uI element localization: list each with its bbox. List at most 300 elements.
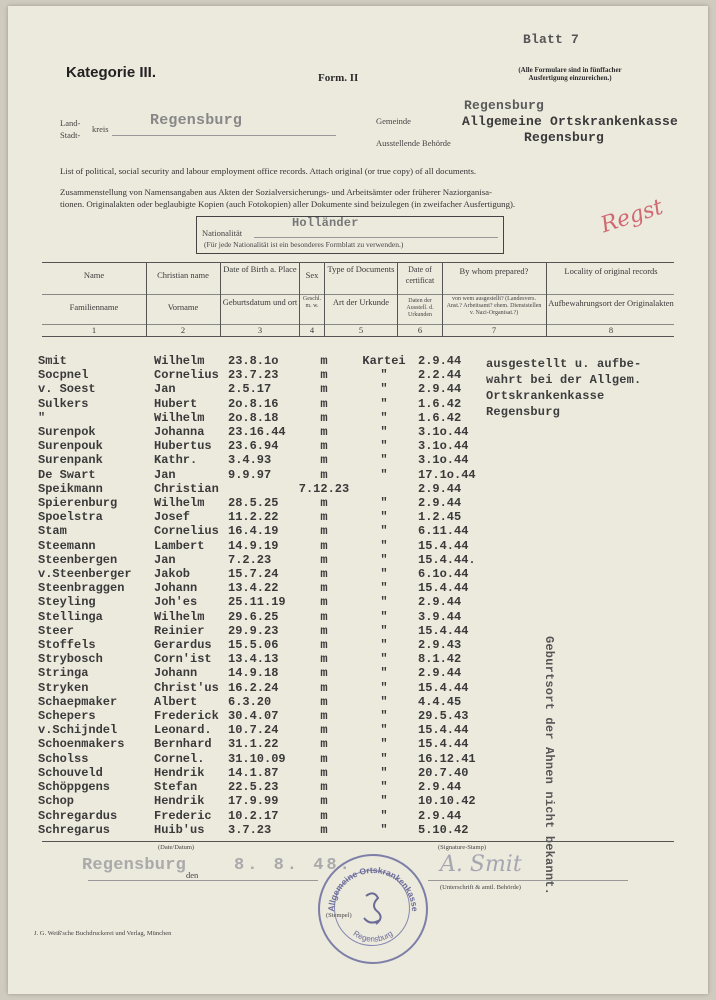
record-sex: m bbox=[320, 780, 328, 795]
record-date: 3.1o.44 bbox=[418, 439, 469, 454]
record-first: Jan bbox=[154, 552, 176, 567]
record-birth: 14.9.18 bbox=[228, 666, 279, 681]
official-stamp bbox=[318, 854, 428, 964]
record-name: Schaepmaker bbox=[38, 694, 118, 709]
record-name: Schoenmakers bbox=[38, 737, 125, 752]
record-date: 1.6.42 bbox=[418, 396, 462, 411]
record-date: 20.7.40 bbox=[418, 765, 469, 780]
record-date: 15.4.44. bbox=[418, 552, 476, 567]
record-sex: m bbox=[320, 382, 328, 397]
record-sex: m bbox=[320, 524, 328, 539]
record-date: 2.9.44 bbox=[418, 666, 462, 681]
record-first: Wilhelm bbox=[154, 410, 205, 425]
record-sex: m bbox=[320, 638, 328, 653]
land-label: Land- bbox=[60, 118, 81, 128]
record-doc: " bbox=[380, 623, 388, 638]
record-sex: m bbox=[320, 467, 328, 482]
record-first: Hendrik bbox=[154, 765, 205, 780]
record-birth: 17.9.99 bbox=[228, 794, 279, 809]
record-first: Hubertus bbox=[154, 439, 212, 454]
copies-note-line2: Ausfertigung einzureichen.) bbox=[528, 74, 612, 82]
record-birth: 3.4.93 bbox=[228, 453, 272, 468]
record-birth: 2o.8.16 bbox=[228, 396, 279, 411]
col1-en: Name bbox=[83, 270, 105, 280]
copies-note bbox=[480, 66, 660, 82]
record-doc: " bbox=[380, 822, 388, 837]
record-doc: " bbox=[380, 567, 388, 582]
record-name: Stoffels bbox=[38, 638, 96, 653]
record-name: Schregarus bbox=[38, 822, 111, 837]
record-doc: " bbox=[380, 538, 388, 553]
col5-num: 5 bbox=[358, 325, 364, 335]
kreis-value: Regensburg bbox=[150, 112, 243, 129]
record-doc: " bbox=[380, 552, 388, 567]
col7-de: von wem ausgestellt? (Landesvers. Anst.? Arbeitsamt? ehem. Dienststellen v. Nazi-Organisat.?) bbox=[446, 296, 542, 316]
record-name: Smit bbox=[38, 354, 67, 368]
record-doc: " bbox=[380, 467, 388, 482]
record-birth: 30.4.07 bbox=[228, 709, 279, 724]
record-name: Surenpank bbox=[38, 453, 103, 468]
record-name: Schop bbox=[38, 794, 75, 809]
record-row bbox=[38, 652, 488, 666]
record-row bbox=[38, 425, 488, 439]
place-value: Regensburg bbox=[82, 856, 187, 875]
record-sex: m bbox=[320, 567, 328, 582]
record-date: 10.10.42 bbox=[418, 794, 476, 809]
record-row bbox=[38, 567, 488, 581]
record-name: Strybosch bbox=[38, 652, 103, 667]
record-sex: m bbox=[320, 581, 328, 596]
record-birth: 14.9.19 bbox=[228, 538, 279, 553]
behoerde-line1: Allgemeine Ortskrankenkasse bbox=[462, 114, 679, 129]
record-row bbox=[38, 382, 488, 396]
col3-de: Geburtsdatum und ort bbox=[222, 297, 298, 307]
signature-stamp-label: (Signature-Stamp) bbox=[438, 844, 487, 851]
record-name: Stringa bbox=[38, 666, 89, 681]
record-first: Albert bbox=[154, 694, 198, 709]
record-birth: 31.1.22 bbox=[228, 737, 279, 752]
col2-de: Vorname bbox=[167, 302, 199, 312]
record-doc: " bbox=[380, 510, 388, 525]
record-name: Speikmann bbox=[38, 481, 103, 496]
record-date: 15.4.44 bbox=[418, 737, 469, 752]
record-birth: 9.9.97 bbox=[228, 467, 272, 482]
col3-num: 3 bbox=[257, 325, 263, 335]
record-doc: " bbox=[380, 609, 388, 624]
records-body bbox=[38, 354, 488, 837]
record-birth: 23.7.23 bbox=[228, 368, 279, 383]
record-date: 3.1o.44 bbox=[418, 425, 469, 440]
record-name: v. Soest bbox=[38, 382, 96, 397]
record-name: v.Schijndel bbox=[38, 723, 118, 738]
record-birth: 11.2.22 bbox=[228, 510, 279, 525]
record-birth: 10.7.24 bbox=[228, 723, 279, 738]
record-row bbox=[38, 397, 488, 411]
record-doc: " bbox=[380, 694, 388, 709]
record-date: 2.2.44 bbox=[418, 368, 462, 383]
record-sex: m bbox=[320, 552, 328, 567]
record-first: Corn'ist bbox=[154, 652, 212, 667]
record-sex: m bbox=[320, 439, 328, 454]
record-birth bbox=[228, 482, 298, 496]
record-birth: 2.5.17 bbox=[228, 382, 272, 397]
record-birth: 29.9.23 bbox=[228, 623, 279, 638]
record-sex: 7.12.23 bbox=[298, 481, 350, 496]
sheet-number: Blatt 7 bbox=[523, 32, 580, 47]
stempel-label: (Stempel) bbox=[326, 912, 352, 919]
record-first: Hendrik bbox=[154, 794, 205, 809]
stamp-bottom-text: Regensburg bbox=[351, 928, 395, 944]
record-date: 5.10.42 bbox=[418, 822, 469, 837]
record-sex: m bbox=[320, 595, 328, 610]
col8-de: Aufbewahrungsort der Originalakten bbox=[548, 298, 674, 308]
record-date: 15.4.44 bbox=[418, 623, 469, 638]
record-birth: 16.4.19 bbox=[228, 524, 279, 539]
record-sex: m bbox=[320, 368, 328, 383]
prepared-by-line: Regensburg bbox=[486, 405, 561, 419]
form-sheet bbox=[8, 6, 708, 994]
record-sex: m bbox=[320, 396, 328, 411]
record-sex: m bbox=[320, 510, 328, 525]
nationality-value: Holländer bbox=[292, 216, 359, 230]
col4-en: Sex bbox=[305, 270, 319, 280]
record-birth: 15.5.06 bbox=[228, 638, 279, 653]
record-first: Christ'us bbox=[154, 680, 219, 695]
record-row bbox=[38, 510, 488, 524]
record-birth: 23.8.1o bbox=[228, 354, 279, 368]
record-sex: m bbox=[320, 694, 328, 709]
record-birth: 6.3.20 bbox=[228, 694, 272, 709]
record-birth: 23.16.44 bbox=[228, 425, 286, 440]
record-name: Steer bbox=[38, 623, 75, 638]
record-name: Schöppgens bbox=[38, 780, 111, 795]
svg-text:Allgemeine Ortskrankenkasse bbox=[326, 865, 420, 912]
stamp-top-text: Allgemeine Ortskrankenkasse bbox=[325, 864, 421, 912]
record-row bbox=[38, 411, 488, 425]
record-row bbox=[38, 453, 488, 467]
gemeinde-label: Gemeinde bbox=[376, 116, 411, 126]
record-name: Stam bbox=[38, 524, 67, 539]
record-doc: " bbox=[380, 737, 388, 752]
col8-en: Locality of original records bbox=[564, 266, 658, 276]
record-row bbox=[38, 595, 488, 609]
record-name: Stellinga bbox=[38, 609, 103, 624]
record-name: Surenpok bbox=[38, 425, 96, 440]
col7-en: By whom prepared? bbox=[459, 266, 529, 276]
record-birth: 14.1.87 bbox=[228, 765, 279, 780]
record-name: De Swart bbox=[38, 467, 96, 482]
record-name: Stryken bbox=[38, 680, 89, 695]
prepared-by-line: ausgestellt u. aufbe- bbox=[486, 357, 642, 371]
record-row bbox=[38, 695, 488, 709]
record-name: " bbox=[38, 410, 46, 425]
record-row bbox=[38, 581, 488, 595]
record-date: 2.9.44 bbox=[418, 595, 462, 610]
record-row bbox=[38, 766, 488, 780]
record-first: Frederic bbox=[154, 808, 212, 823]
record-sex: m bbox=[320, 453, 328, 468]
record-doc: " bbox=[380, 496, 388, 511]
instruction-german-1: Zusammenstellung von Namensangaben aus Akten der Sozialversicherungs- und Arbeitsämter oder früherer Naziorganisa- bbox=[60, 187, 492, 197]
record-first: Lambert bbox=[154, 538, 205, 553]
col4-num: 4 bbox=[309, 325, 315, 335]
record-row bbox=[38, 482, 488, 496]
record-row bbox=[38, 553, 488, 567]
record-birth: 29.6.25 bbox=[228, 609, 279, 624]
record-name: Scholss bbox=[38, 751, 89, 766]
col3-en: Date of Birth a. Place bbox=[223, 264, 297, 274]
record-doc: " bbox=[380, 794, 388, 809]
nationality-label: Nationalität bbox=[202, 228, 243, 238]
record-name: Spoelstra bbox=[38, 510, 103, 525]
record-doc: " bbox=[380, 396, 388, 411]
record-row bbox=[38, 681, 488, 695]
record-doc: " bbox=[380, 410, 388, 425]
record-first: Cornelius bbox=[154, 368, 219, 383]
record-first: Wilhelm bbox=[154, 609, 205, 624]
record-doc: " bbox=[380, 780, 388, 795]
record-name: v.Steenberger bbox=[38, 567, 132, 582]
signature: A. Smit bbox=[440, 852, 522, 877]
record-doc: " bbox=[380, 524, 388, 539]
col7-num: 7 bbox=[491, 325, 497, 335]
record-date: 1.6.42 bbox=[418, 410, 462, 425]
record-sex: m bbox=[320, 410, 328, 425]
record-sex: m bbox=[320, 794, 328, 809]
record-row bbox=[38, 524, 488, 538]
record-first: Jakob bbox=[154, 567, 191, 582]
record-doc: " bbox=[380, 666, 388, 681]
record-name: Surenpouk bbox=[38, 439, 103, 454]
signature-label: (Unterschrift & amtl. Behörde) bbox=[440, 884, 521, 891]
record-date: 2.9.44 bbox=[418, 481, 462, 496]
col6-en: Date of certificat bbox=[405, 265, 435, 285]
record-sex: m bbox=[320, 808, 328, 823]
record-name: Sulkers bbox=[38, 396, 89, 411]
den-label: den bbox=[186, 870, 199, 880]
record-date: 15.4.44 bbox=[418, 581, 469, 596]
record-doc: " bbox=[380, 439, 388, 454]
copies-note-line1: (Alle Formulare sind in fünffacher bbox=[518, 66, 622, 74]
record-row bbox=[38, 610, 488, 624]
instruction-english: List of political, social security and labour employment office records. Attach original (or true copy) of all documents. bbox=[60, 166, 477, 176]
record-row bbox=[38, 794, 488, 808]
col5-en: Type of Documents bbox=[327, 264, 395, 274]
record-date: 2.9.44 bbox=[418, 496, 462, 511]
nationality-note: (Für jede Nationalität ist ein besonderes Formblatt zu verwenden.) bbox=[204, 240, 404, 249]
record-doc: " bbox=[380, 723, 388, 738]
record-row bbox=[38, 823, 488, 837]
record-name: Spierenburg bbox=[38, 496, 118, 511]
record-first: Cornelius bbox=[154, 524, 219, 539]
record-first: Leonard. bbox=[154, 723, 212, 738]
record-sex: m bbox=[320, 723, 328, 738]
record-birth: 31.10.09 bbox=[228, 751, 286, 766]
col5-de: Art der Urkunde bbox=[332, 297, 390, 307]
record-birth: 25.11.19 bbox=[228, 595, 286, 610]
record-first: Hubert bbox=[154, 396, 198, 411]
record-birth: 23.6.94 bbox=[228, 439, 279, 454]
prepared-by-line: Ortskrankenkasse bbox=[486, 389, 605, 403]
record-date: 2.9.44 bbox=[418, 382, 462, 397]
record-birth: 15.7.24 bbox=[228, 567, 279, 582]
record-first: Cornel. bbox=[154, 751, 205, 766]
record-first: Wilhelm bbox=[154, 496, 205, 511]
svg-text:Regensburg bbox=[352, 929, 395, 944]
record-date: 15.4.44 bbox=[418, 680, 469, 695]
staff-of-asclepius-icon bbox=[364, 893, 381, 924]
instruction-german-2: tionen. Originalakten oder beglaubigte Kopien (auch Fotokopien) aller Dokumente sind beizulegen (in zweifacher Ausfertigung). bbox=[60, 199, 516, 209]
record-doc: " bbox=[380, 652, 388, 667]
record-first: Kathr. bbox=[154, 453, 198, 468]
kreis-label: kreis bbox=[92, 124, 109, 134]
record-first: Frederick bbox=[154, 709, 219, 724]
record-first: Jan bbox=[154, 382, 176, 397]
record-doc: " bbox=[380, 808, 388, 823]
record-birth: 16.2.24 bbox=[228, 680, 279, 695]
record-name: Steyling bbox=[38, 595, 96, 610]
record-date: 3.9.44 bbox=[418, 609, 462, 624]
record-first: Josef bbox=[154, 510, 191, 525]
col2-en: Christian name bbox=[157, 270, 209, 280]
record-row bbox=[38, 468, 488, 482]
record-sex: m bbox=[320, 538, 328, 553]
col8-num: 8 bbox=[608, 325, 614, 335]
record-sex: m bbox=[320, 680, 328, 695]
record-sex: m bbox=[320, 425, 328, 440]
record-sex: m bbox=[320, 737, 328, 752]
prepared-by-note bbox=[486, 356, 641, 420]
gemeinde-value: Regensburg bbox=[464, 98, 545, 113]
form-number: Form. II bbox=[318, 72, 359, 84]
record-row bbox=[38, 624, 488, 638]
record-date: 2.9.44 bbox=[418, 780, 462, 795]
locality-note: Geburtsort der Ahnen nicht bekannt. bbox=[542, 636, 556, 896]
record-row bbox=[38, 368, 488, 382]
record-row bbox=[38, 666, 488, 680]
col1-num: 1 bbox=[91, 325, 97, 335]
record-first: Jan bbox=[154, 467, 176, 482]
record-row bbox=[38, 752, 488, 766]
record-sex: m bbox=[320, 666, 328, 681]
col6-de: Daten der Ausstell. d. Urkunden bbox=[406, 298, 434, 318]
record-name: Steemann bbox=[38, 538, 96, 553]
record-first: Christian bbox=[154, 481, 219, 496]
record-doc: " bbox=[380, 382, 388, 397]
record-birth: 3.7.23 bbox=[228, 822, 272, 837]
records-table bbox=[38, 354, 488, 837]
record-date: 2.9.44 bbox=[418, 808, 462, 823]
record-name: Steenbraggen bbox=[38, 581, 125, 596]
record-first: Wilhelm bbox=[154, 354, 205, 368]
record-sex: m bbox=[320, 496, 328, 511]
record-date: 17.1o.44 bbox=[418, 467, 476, 482]
record-row bbox=[38, 737, 488, 751]
record-doc: " bbox=[380, 680, 388, 695]
pencil-annotation: Regst bbox=[597, 194, 667, 239]
record-name: Socpnel bbox=[38, 368, 89, 383]
record-name: Schepers bbox=[38, 709, 96, 724]
record-first: Gerardus bbox=[154, 638, 212, 653]
record-sex: m bbox=[320, 765, 328, 780]
record-first: Reinier bbox=[154, 623, 205, 638]
record-doc: Kartei bbox=[362, 354, 406, 368]
record-sex: m bbox=[320, 652, 328, 667]
record-birth: 2o.8.18 bbox=[228, 410, 279, 425]
col1-de: Familienname bbox=[69, 302, 119, 312]
record-first: Joh'es bbox=[154, 595, 198, 610]
record-row bbox=[38, 809, 488, 823]
record-sex: m bbox=[320, 709, 328, 724]
record-doc: " bbox=[380, 751, 388, 766]
stadt-label: Stadt- bbox=[60, 130, 81, 140]
date-value: 8. 8. 48. bbox=[234, 856, 353, 875]
record-first: Johann bbox=[154, 581, 198, 596]
behoerde-line2: Regensburg bbox=[524, 130, 605, 145]
record-row bbox=[38, 723, 488, 737]
record-name: Schouveld bbox=[38, 765, 103, 780]
record-date: 1.2.45 bbox=[418, 510, 462, 525]
record-doc: " bbox=[380, 638, 388, 653]
stamp-text bbox=[320, 856, 426, 962]
record-date: 6.1o.44 bbox=[418, 567, 469, 582]
category-title: Kategorie III. bbox=[66, 64, 157, 81]
record-doc: " bbox=[380, 425, 388, 440]
record-birth: 13.4.13 bbox=[228, 652, 279, 667]
record-date: 6.11.44 bbox=[418, 524, 469, 539]
record-date: 15.4.44 bbox=[418, 538, 469, 553]
record-sex: m bbox=[320, 623, 328, 638]
record-date: 2.9.44 bbox=[418, 354, 462, 368]
record-sex: m bbox=[320, 751, 328, 766]
behoerde-label: Ausstellende Behörde bbox=[376, 138, 451, 148]
record-first: Johanna bbox=[154, 425, 205, 440]
record-row bbox=[38, 496, 488, 510]
record-first: Stefan bbox=[154, 780, 198, 795]
record-doc: " bbox=[380, 453, 388, 468]
record-date: 8.1.42 bbox=[418, 652, 462, 667]
record-date: 2.9.43 bbox=[418, 638, 462, 653]
record-doc: " bbox=[380, 581, 388, 596]
record-row bbox=[38, 354, 488, 368]
record-doc: " bbox=[380, 765, 388, 780]
record-row bbox=[38, 638, 488, 652]
record-birth: 22.5.23 bbox=[228, 780, 279, 795]
record-date: 16.12.41 bbox=[418, 751, 476, 766]
printer-imprint: J. G. Weiß'sche Buchdruckerei und Verlag, München bbox=[34, 930, 172, 937]
record-birth: 13.4.22 bbox=[228, 581, 279, 596]
record-doc: " bbox=[380, 595, 388, 610]
col6-num: 6 bbox=[417, 325, 423, 335]
record-date: 29.5.43 bbox=[418, 709, 469, 724]
record-doc: " bbox=[380, 368, 388, 383]
col4-de: Geschl. m. w. bbox=[302, 296, 322, 309]
record-date: 3.1o.44 bbox=[418, 453, 469, 468]
record-date: 15.4.44 bbox=[418, 723, 469, 738]
record-first: Johann bbox=[154, 666, 198, 681]
record-first: Bernhard bbox=[154, 737, 212, 752]
record-doc: " bbox=[380, 709, 388, 724]
col2-num: 2 bbox=[180, 325, 186, 335]
record-sex: m bbox=[320, 609, 328, 624]
record-birth: 28.5.25 bbox=[228, 496, 279, 511]
record-row bbox=[38, 539, 488, 553]
record-name: Schregardus bbox=[38, 808, 118, 823]
record-doc bbox=[350, 482, 418, 496]
date-label: (Date/Datum) bbox=[158, 844, 195, 851]
record-row bbox=[38, 439, 488, 453]
record-sex: m bbox=[320, 822, 328, 837]
